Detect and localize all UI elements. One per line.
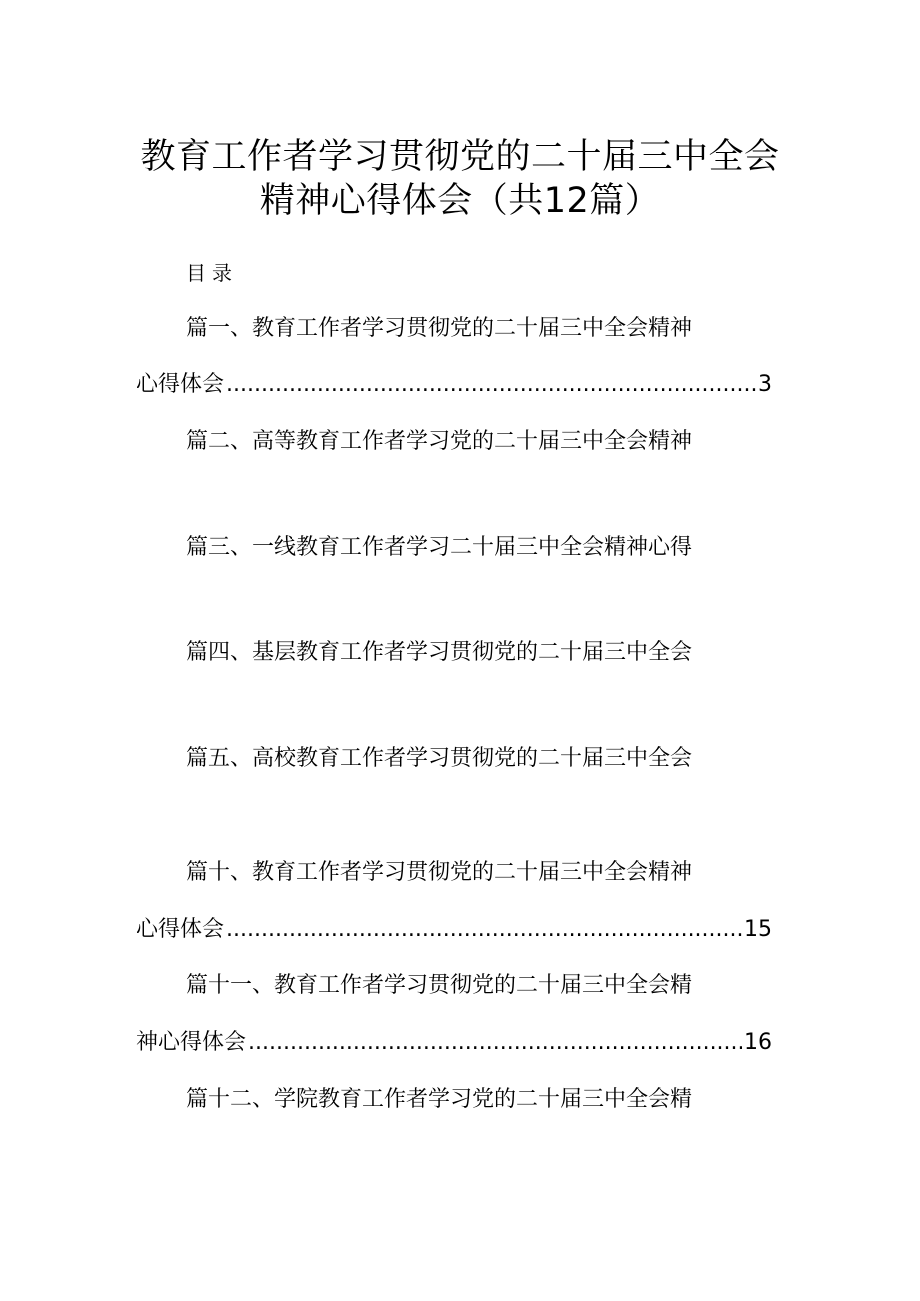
toc-entry-11-line2: 神心得体会 bbox=[136, 1030, 247, 1055]
toc-entry-10-continuation[interactable] bbox=[136, 915, 772, 945]
toc-entry-5-title[interactable]: 篇五、高校教育工作者学习贯彻党的二十届三中全会 bbox=[186, 746, 693, 771]
toc-entry-10-dot-leader bbox=[226, 915, 742, 945]
toc-entry-11-dot-leader bbox=[248, 1028, 742, 1058]
toc-entry-10-title[interactable]: 篇十、教育工作者学习贯彻党的二十届三中全会精神 bbox=[186, 860, 693, 885]
document-title-line-1: 教育工作者学习贯彻党的二十届三中全会 bbox=[140, 137, 780, 177]
toc-entry-1-continuation[interactable] bbox=[136, 370, 772, 400]
toc-entry-2-title[interactable]: 篇二、高等教育工作者学习党的二十届三中全会精神 bbox=[186, 429, 693, 454]
toc-entry-11-title[interactable]: 篇十一、教育工作者学习贯彻党的二十届三中全会精 bbox=[186, 973, 693, 998]
toc-entry-10-page-number: 15 bbox=[744, 917, 772, 942]
toc-entry-3-title[interactable]: 篇三、一线教育工作者学习二十届三中全会精神心得 bbox=[186, 535, 693, 560]
toc-entry-1-dot-leader bbox=[226, 370, 756, 400]
toc-entry-11-page-number: 16 bbox=[744, 1030, 772, 1055]
toc-entry-4-title[interactable]: 篇四、基层教育工作者学习贯彻党的二十届三中全会 bbox=[186, 640, 693, 665]
toc-heading: 目录 bbox=[186, 261, 238, 285]
document-title-line-2: 精神心得体会（共12篇） bbox=[259, 181, 661, 221]
toc-entry-1-line2: 心得体会 bbox=[136, 372, 225, 397]
toc-entry-1-page-number: 3 bbox=[758, 372, 772, 397]
toc-entry-10-line2: 心得体会 bbox=[136, 917, 225, 942]
toc-entry-11-continuation[interactable] bbox=[136, 1028, 772, 1058]
toc-entry-12-title[interactable]: 篇十二、学院教育工作者学习党的二十届三中全会精 bbox=[186, 1087, 693, 1112]
toc-entry-1-title[interactable]: 篇一、教育工作者学习贯彻党的二十届三中全会精神 bbox=[186, 316, 693, 341]
